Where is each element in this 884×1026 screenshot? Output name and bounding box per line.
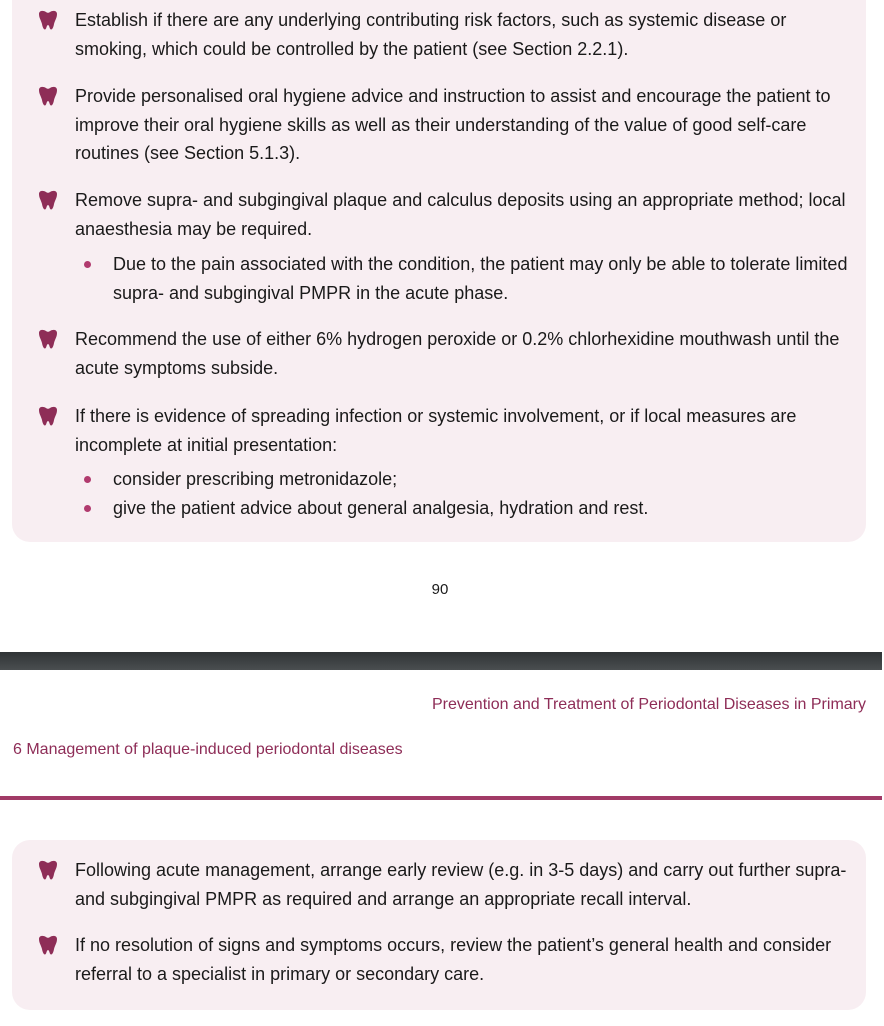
sub-list-item-text: Due to the pain associated with the condition, the patient may only be able to tolerate limited supra- and subgingival PMPR in the acute phase. [113,254,848,303]
tooth-icon [37,10,59,30]
list-item-text: If there is evidence of spreading infection or systemic involvement, or if local measures are incomplete at initial presentation: [75,406,797,455]
list-item-text: If no resolution of signs and symptoms occurs, review the patient’s general health and consider referral to a specialist in primary or secondary care. [75,935,832,984]
tooth-icon [37,190,59,210]
bullet-dot [84,261,91,268]
list-item-text: Remove supra- and subgingival plaque and calculus deposits using an appropriate method; local anaesthesia may be required. [75,190,846,239]
tooth-icon [37,86,59,106]
guidance-box-1 [12,0,866,542]
tooth-icon [37,329,59,349]
list-item-text: Establish if there are any underlying contributing risk factors, such as systemic disease or smoking, which could be controlled by the patient (see Section 2.2.1). [75,10,787,59]
list-item-text: Provide personalised oral hygiene advice and instruction to assist and encourage the patient to improve their oral hygiene skills as well as their understanding of the value of good self-care routines (see Section 5.1.3). [75,86,831,163]
running-title: Prevention and Treatment of Periodontal Diseases in Primary [432,696,866,713]
sub-list-item-text: give the patient advice about general analgesia, hydration and rest. [113,498,649,518]
page-separator [0,652,882,670]
bullet-dot [84,505,91,512]
guidance-box-2 [12,840,866,1010]
page-number: 90 [431,581,449,598]
tooth-icon [37,935,59,955]
list-item-text: Following acute management, arrange early review (e.g. in 3-5 days) and carry out further supra- and subgingival PMPR as required and arrange an appropriate recall interval. [75,860,847,909]
bullet-dot [84,476,91,483]
list-item-text: Recommend the use of either 6% hydrogen peroxide or 0.2% chlorhexidine mouthwash until the acute symptoms subside. [75,329,840,378]
header-rule [0,796,882,800]
chapter-heading: 6 Management of plaque-induced periodontal diseases [13,741,403,758]
tooth-icon [37,860,59,880]
sub-list-item-text: consider prescribing metronidazole; [113,469,398,489]
tooth-icon [37,406,59,426]
